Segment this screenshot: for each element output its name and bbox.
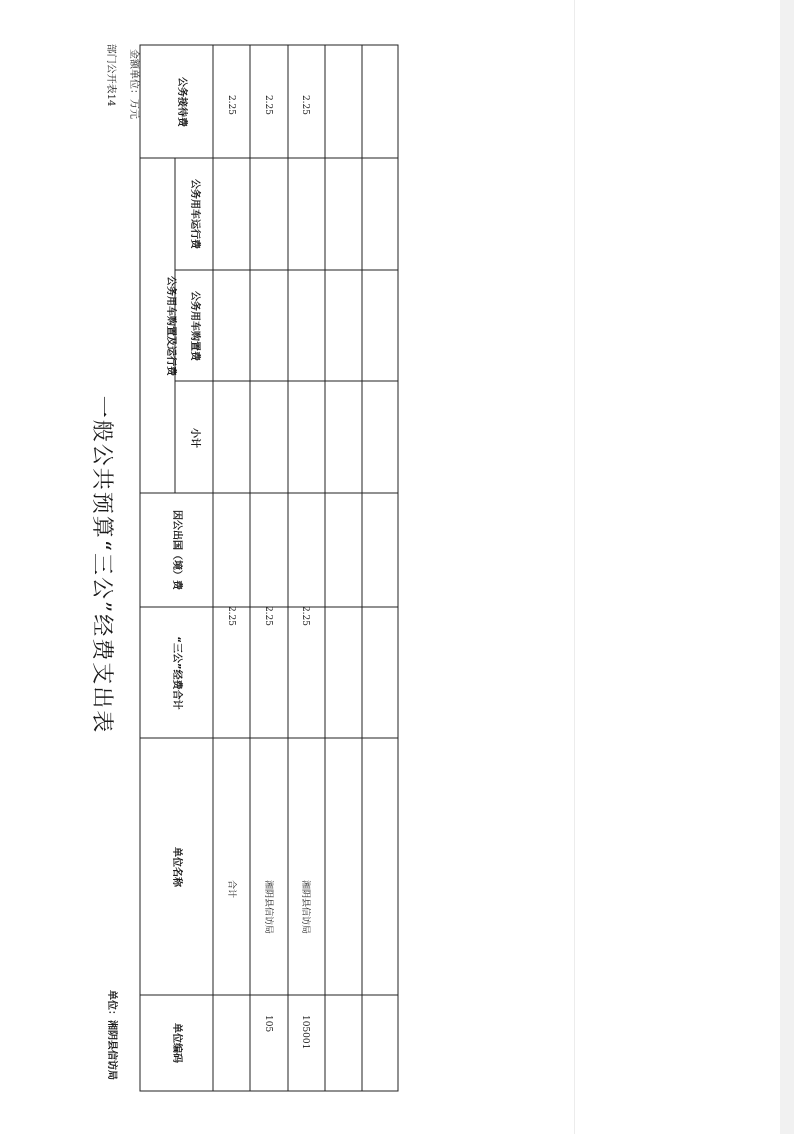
header-abroad: 因公出国（境）费 (171, 510, 182, 590)
cell-unit-name: 合计 (226, 880, 236, 899)
cell-sangong-total: 2.25 (263, 605, 273, 626)
header-unit-name: 单位名称 (171, 847, 182, 887)
cell-sangong-total: 2.25 (300, 605, 310, 626)
cell-unit-code (225, 1015, 237, 1075)
header-unit-code: 单位编码 (171, 1023, 182, 1063)
header-vehicle-group: 公务用车购置及运行费 (165, 276, 176, 376)
unit-label: 单位：湘阴县信访局 (106, 990, 117, 1080)
cell-reception: 2.25 (263, 94, 273, 115)
cell-reception: 2.25 (226, 94, 236, 115)
header-sangong-total: “三公”经费合计 (171, 636, 182, 710)
cell-sangong-total: 2.25 (226, 605, 236, 626)
header-reception: 公务接待费 (176, 77, 187, 127)
cell-unit-code: 105 (263, 1015, 273, 1033)
cell-unit-code: 105001 (300, 1015, 310, 1050)
cell-reception: 2.25 (300, 94, 310, 115)
cell-unit-name: 湘阴县信访局 (263, 880, 273, 935)
form-code-label: 部门公开表14 (105, 43, 116, 107)
header-vehicle-operation: 公务用车运行费 (189, 179, 200, 249)
cell-unit-name: 湘阴县信访局 (300, 880, 310, 935)
header-vehicle-subtotal: 小计 (189, 428, 200, 448)
header-vehicle-purchase: 公务用车购置费 (189, 291, 200, 361)
amount-unit-label: 金额单位：万元 (128, 49, 139, 119)
document-title: 一般公共预算“三公”经费支出表 (89, 395, 114, 735)
